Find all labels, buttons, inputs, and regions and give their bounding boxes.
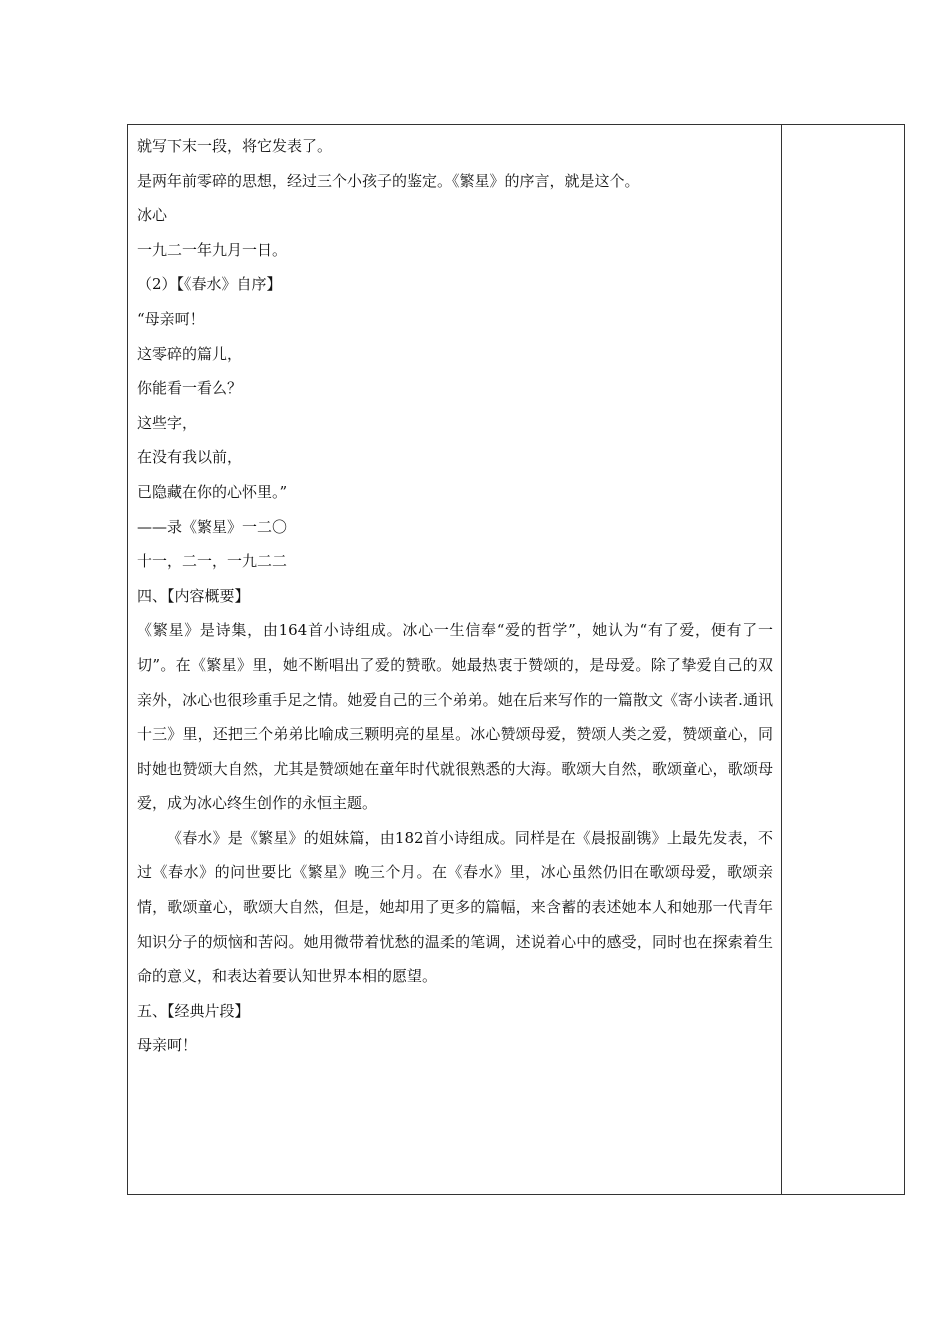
content-table (127, 124, 905, 1195)
text-line: 母亲呵！ (137, 1036, 198, 1055)
summary-paragraph: 《春水》是《繁星》的姐妹篇，由182首小诗组成。同样是在《晨报副镌》上最先发表，不过《春水》的问世要比《繁星》晚三个月。在《春水》里，冰心虽然仍旧在歌颂母爱，歌颂亲情，歌颂童心，歌颂大自然，但是，她却用了更多的篇幅，来含蓄的表述她本人和她那一代青年知识分子的烦恼和苦闷。她用微带着忧愁的温柔的笔调，述说着心中的感受，同时也在探索着生命的意义，和表达着要认知世界本相的愿望。 (137, 828, 773, 986)
poem-line: 这些字， (137, 413, 198, 432)
section-heading: （2）【《春水》自序】 (137, 275, 282, 294)
text-line: 就写下末一段，将它发表了。 (137, 137, 333, 155)
section-heading: 五、【经典片段】 (137, 1001, 250, 1020)
section-heading: 四、【内容概要】 (137, 586, 250, 605)
notes-cell (782, 125, 904, 1194)
poem-source: ——录《繁星》一二〇 (137, 517, 288, 536)
text-line: 是两年前零碎的思想，经过三个小孩子的鉴定。《繁星》的序言，就是这个。 (137, 171, 640, 190)
date-line: 十一，二一，一九二二 (137, 552, 288, 571)
summary-paragraph: 《繁星》是诗集，由164首小诗组成。冰心一生信奉“爱的哲学”，她认为“有了爱，便有了一切”。在《繁星》里，她不断唱出了爱的赞歌。她最热衷于赞颂的，是母爱。除了挚爱自己的双亲外，冰心也很珍重手足之情。她爱自己的三个弟弟。她在后来写作的一篇散文《寄小读者.通讯十三》里，还把三个弟弟比喻成三颗明亮的星星。冰心赞颂母爱，赞颂人类之爱，赞颂童心，同时她也赞颂大自然，尤其是赞颂她在童年时代就很熟悉的大海。歌颂大自然，歌颂童心，歌颂母爱，成为冰心终生创作的永恒主题。 (137, 621, 773, 813)
poem-line: 你能看一看么？ (137, 379, 243, 398)
poem-line: 这零碎的篇儿， (137, 344, 243, 363)
author-name: 冰心 (137, 206, 168, 225)
poem-line: 已隐藏在你的心怀里。” (137, 482, 288, 501)
date-line: 一九二一年九月一日。 (137, 240, 288, 259)
poem-line: “母亲呵！ (137, 309, 205, 328)
poem-line: 在没有我以前， (137, 448, 243, 467)
main-text-cell (128, 125, 782, 1194)
